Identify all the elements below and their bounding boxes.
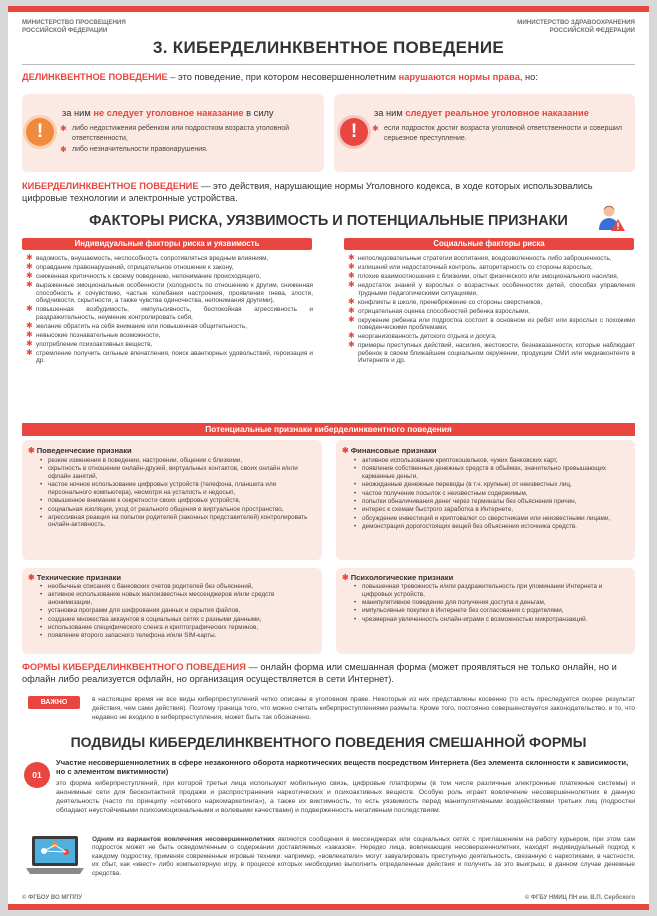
top-red-bar: [8, 6, 649, 12]
card-heading: за ним следует реальное уголовное наказание: [374, 108, 589, 118]
list-item: • создание множества аккаунтов в социальных сетях с разными данными,: [40, 616, 316, 624]
real-punishment-card: [334, 94, 635, 172]
footer-left: © ФГБОУ ВО МГППУ: [22, 895, 83, 901]
card-list: [382, 124, 622, 145]
subtype-heading: Участие несовершеннолетних в сфере незаконного оборота наркотических веществ посредством Интернета (без элемента склонности к зависимости, но с элементом виктимности): [56, 758, 629, 777]
page-title: 3. КИБЕРДЕЛИНКВЕНТНОЕ ПОВЕДЕНИЕ: [152, 38, 505, 57]
subtype-description: это форма киберпреступлений, при которой третьи лица используют мобильную связь, цифровые платформы (в том числе различные электронные платежные системы) и анонимные сети для бесконтактной продажи и распространения наркотических и психоактивных веществ. Особую роль играет вовлечение несовершеннолетних в данную деятельность (часто по принципу «сетевого наркомаркетинга»), а также их виктимность, то есть уязвимость перед манипулятивными воздействиями третьих лиц (подростки обладают неустойчивыми психоэмоциональными и волевыми качествами) и подверженность негативным последствиям.: [56, 780, 635, 814]
social-factors-list: [358, 255, 635, 366]
list-item: • использование специфического сленга и криптографических терминов,: [40, 624, 316, 632]
technical-signs-title: ✱ Технические признаки: [28, 573, 121, 582]
footer-right: © ФГБУ НМИЦ ПН им. В.П. Сербского: [524, 895, 635, 901]
poster-page: [8, 6, 649, 910]
list-item: ✱ повышенная возбудимость, импульсивность, беспокойная агрессивность и раздражительность, неумение контролировать себя,: [36, 306, 313, 321]
behavioral-signs-box: [22, 440, 322, 560]
laptop-network-icon: [24, 832, 86, 882]
list-item: • скрытность в отношении онлайн-друзей, виртуальных контактов, своих онлайн и/или офлайн занятий,: [40, 465, 314, 480]
psychological-signs-title: ✱ Психологические признаки: [342, 573, 453, 582]
list-item: ✱ неорганизованность детского отдыха и досуга,: [358, 333, 635, 341]
subtype-example: Одним из вариантов вовлечения несовершеннолетних являются сообщения в мессенджерах или социальных сетях с приглашением на работу курьером, при этом сам подросток может не быть осведомленным о содержании доставляемых «заказов». Нередко лица, вовлекающие несовершеннолетних, находят индивидуальный подход к каждому подростку, применяя современные игровые техники: например, «вовлекатели» могут завуалировать преступную деятельность, связанную с наркотиками, в частности, их сбыт, как «квест» либо компьютерную игру, в процессе которых необходимо выполнить определенные действия и получить за это выигрыш, в данном случае денежные средства.: [92, 836, 635, 877]
card-list: [70, 124, 315, 157]
list-item: • установка программ для шифрования данных и скрытия файлов,: [40, 607, 316, 615]
list-item: ✱ стремление получить сильные впечатления, поиск авантюрных удовольствий, героизация и др.: [36, 350, 313, 365]
list-item: • интерес к схемам быстрого заработка в Интернете,: [354, 506, 627, 514]
potential-signs-band: Потенциальные признаки киберделинквентного поведения: [22, 423, 635, 436]
important-badge: ВАЖНО: [28, 696, 80, 709]
list-item: ✱ ведомость, внушаемость, неспособность сопротивляться вредным влияниям,: [36, 255, 313, 263]
list-item: ✱ недостаток знаний у взрослых о возрастных особенностях детей, способах управления трудными педагогическими ситуациями,: [358, 282, 635, 297]
list-item: ✱ выраженные эмоциональные особенности (холодность по отношению к другим, сниженная способность к сочувствию, частые колебания настроения, проявления гнева, злости, обидчивости, скрытности, а также чувства одиночества, непонимания другими),: [36, 282, 313, 305]
punishment-cards: [22, 94, 635, 172]
list-item: • появление второго запасного телефона и/или SIM-карты.: [40, 632, 316, 640]
list-item: • появление собственных денежных средств в объёмах, значительно превышающих карманные деньги,: [354, 465, 627, 480]
list-item: • импульсивные покупки в Интернете без согласования с родителями,: [354, 607, 627, 615]
ministry-education: МИНИСТЕРСТВО ПРОСВЕЩЕНИЯ РОССИЙСКОЙ ФЕДЕРАЦИИ: [22, 19, 126, 34]
card-heading: за ним не следует уголовное наказание в силу: [62, 108, 274, 118]
list-item: • демонстрация дорогостоящих вещей без объяснения источника средств.: [354, 523, 627, 531]
behavioral-signs-title: ✱ Поведенческие признаки: [28, 446, 132, 455]
financial-signs-box: [336, 440, 635, 560]
ministry-health: МИНИСТЕРСТВО ЗДРАВООХРАНЕНИЯ РОССИЙСКОЙ ФЕДЕРАЦИИ: [517, 19, 635, 34]
technical-signs-list: [40, 583, 316, 641]
list-item: • неожиданные денежные переводы (в т.ч. крупные) от неизвестных лиц,: [354, 481, 627, 489]
psychological-signs-list: [354, 583, 627, 624]
list-item: ✱ примеры преступных действий, насилия, жестокости, безнаказанности, которые наблюдает ребенок в своем ближайшем социальном окружении, продукции СМИ или медиаконтенте в Интернете и др.: [358, 342, 635, 365]
financial-signs-list: [354, 457, 627, 532]
list-item: • необычные списания с банковских счетов родителей без объяснений,: [40, 583, 316, 591]
list-item: ✱ сниженная критичность к своему поведению, непонимание происходящего,: [36, 273, 313, 281]
list-item: ✱ излишний или недостаточный контроль, авторитарность со стороны взрослых,: [358, 264, 635, 272]
forms-definition: ФОРМЫ КИБЕРДЕЛИНКВЕНТНОГО ПОВЕДЕНИЯ — онлайн форма или смешанная форма (может проявляться не только онлайн, но и офлайн либо реализуется офлайн, но организация осуществляется в сети Интернет).: [22, 662, 617, 684]
social-factors-header: Социальные факторы риска: [344, 238, 634, 250]
list-item: ✱ либо незначительности правонарушения.: [70, 145, 315, 155]
list-item: ✱ непоследовательные стратегии воспитания, вседозволенность либо заброшенность,: [358, 255, 635, 263]
delinquent-definition: ДЕЛИНКВЕНТНОЕ ПОВЕДЕНИЕ – это поведение, при котором несовершеннолетним нарушаются нормы права, но:: [22, 72, 538, 82]
list-item: ✱ желание обратить на себя внимание или повышенная общительность,: [36, 323, 313, 331]
list-item: • социальная изоляция, уход от реального общения в виртуальное пространство,: [40, 506, 314, 514]
list-item: • частое ночное использование цифровых устройств (телефона, планшета или персонального компьютера), несмотря на усталость и недосып,: [40, 481, 314, 496]
subtypes-title: ПОДВИДЫ КИБЕРДЕЛИНКВЕНТНОГО ПОВЕДЕНИЯ СМЕШАННОЙ ФОРМЫ: [70, 734, 587, 750]
number-badge: 01: [24, 762, 50, 788]
cyber-delinquent-definition: КИБЕРДЕЛИНКВЕНТНОЕ ПОВЕДЕНИЕ — это действия, нарушающие нормы Уголовного кодекса, в ходе которых использовались цифровые технологии и электронные устройства.: [22, 181, 593, 203]
list-item: • манипулятивное поведение для получения доступа к деньгам,: [354, 599, 627, 607]
important-text: в настоящее время не все виды киберпреступлений четко описаны в уголовном праве. Некоторые из них представлены косвенно (то есть преследуется скорее результат действия, чем сами действия). Поэтому граница того, что можно считать киберпреступлениями размыта. Кроме того, постоянно совершенствуется законодательство, и то, что недавно не входило в киберпреступления, может быть так обозначено.: [92, 696, 635, 721]
individual-factors-header: Индивидуальные факторы риска и уязвимость: [22, 238, 312, 250]
exclamation-icon: !: [340, 118, 368, 146]
behavioral-signs-list: [40, 457, 314, 530]
list-item: • активное использование криптокошельков, чужих банковских карт,: [354, 457, 627, 465]
list-item: ✱ если подросток достиг возраста уголовной ответственности и совершил серьезное преступление.: [382, 124, 622, 143]
list-item: • активное использование новых малоизвестных мессенджеров и/или средств анонимизации,: [40, 591, 316, 606]
bottom-red-bar: [8, 904, 649, 910]
list-item: ✱ конфликты в школе, пренебрежение со стороны сверстников,: [358, 299, 635, 307]
list-item: • частое получение посылок с неизвестным содержимым,: [354, 490, 627, 498]
list-item: ✱ невысокие познавательные возможности,: [36, 332, 313, 340]
list-item: ✱ плохие взаимоотношения с близкими, опыт физического или эмоционального насилия,: [358, 273, 635, 281]
list-item: • повышенное внимание к секретности своих цифровых устройств,: [40, 497, 314, 505]
list-item: ✱ употребление психоактивных веществ,: [36, 341, 313, 349]
list-item: ✱ оправдание правонарушений, отрицательное отношение к закону,: [36, 264, 313, 272]
list-item: • попытки обналичивания денег через терминалы без объяснения причин,: [354, 498, 627, 506]
list-item: • чрезмерная увлеченность онлайн-играми с возможностью микротранзакций.: [354, 616, 627, 624]
no-punishment-card: [22, 94, 324, 172]
psychological-signs-box: [336, 568, 635, 654]
exclamation-icon: !: [26, 118, 54, 146]
list-item: ✱ отрицательная оценка способностей ребенка взрослыми,: [358, 308, 635, 316]
list-item: ✱ окружение ребенка или подростка состоит в основном из ребят или взрослых с похожими поведенческими проблемами,: [358, 317, 635, 332]
divider: [22, 64, 635, 65]
list-item: • повышенная тревожность и/или раздражительность при упоминании Интернета и цифровых устройств,: [354, 583, 627, 598]
risk-section-title: ФАКТОРЫ РИСКА, УЯЗВИМОСТЬ И ПОТЕНЦИАЛЬНЫЕ ПРИЗНАКИ: [89, 213, 568, 229]
list-item: • обсуждение инвестиций и криптовалют со сверстниками или неизвестными лицами,: [354, 515, 627, 523]
list-item: • агрессивная реакция на попытки родителей (законных представителей) контролировать онлайн-активность.: [40, 514, 314, 529]
technical-signs-box: [22, 568, 322, 654]
list-item: ✱ либо недостижения ребенком или подростком возраста уголовной ответственности,: [70, 124, 315, 143]
person-warning-icon: [596, 202, 626, 232]
individual-factors-list: [36, 255, 313, 366]
financial-signs-title: ✱ Финансовые признаки: [342, 446, 437, 455]
list-item: • резкие изменения в поведении, настроении, общении с близкими,: [40, 457, 314, 465]
